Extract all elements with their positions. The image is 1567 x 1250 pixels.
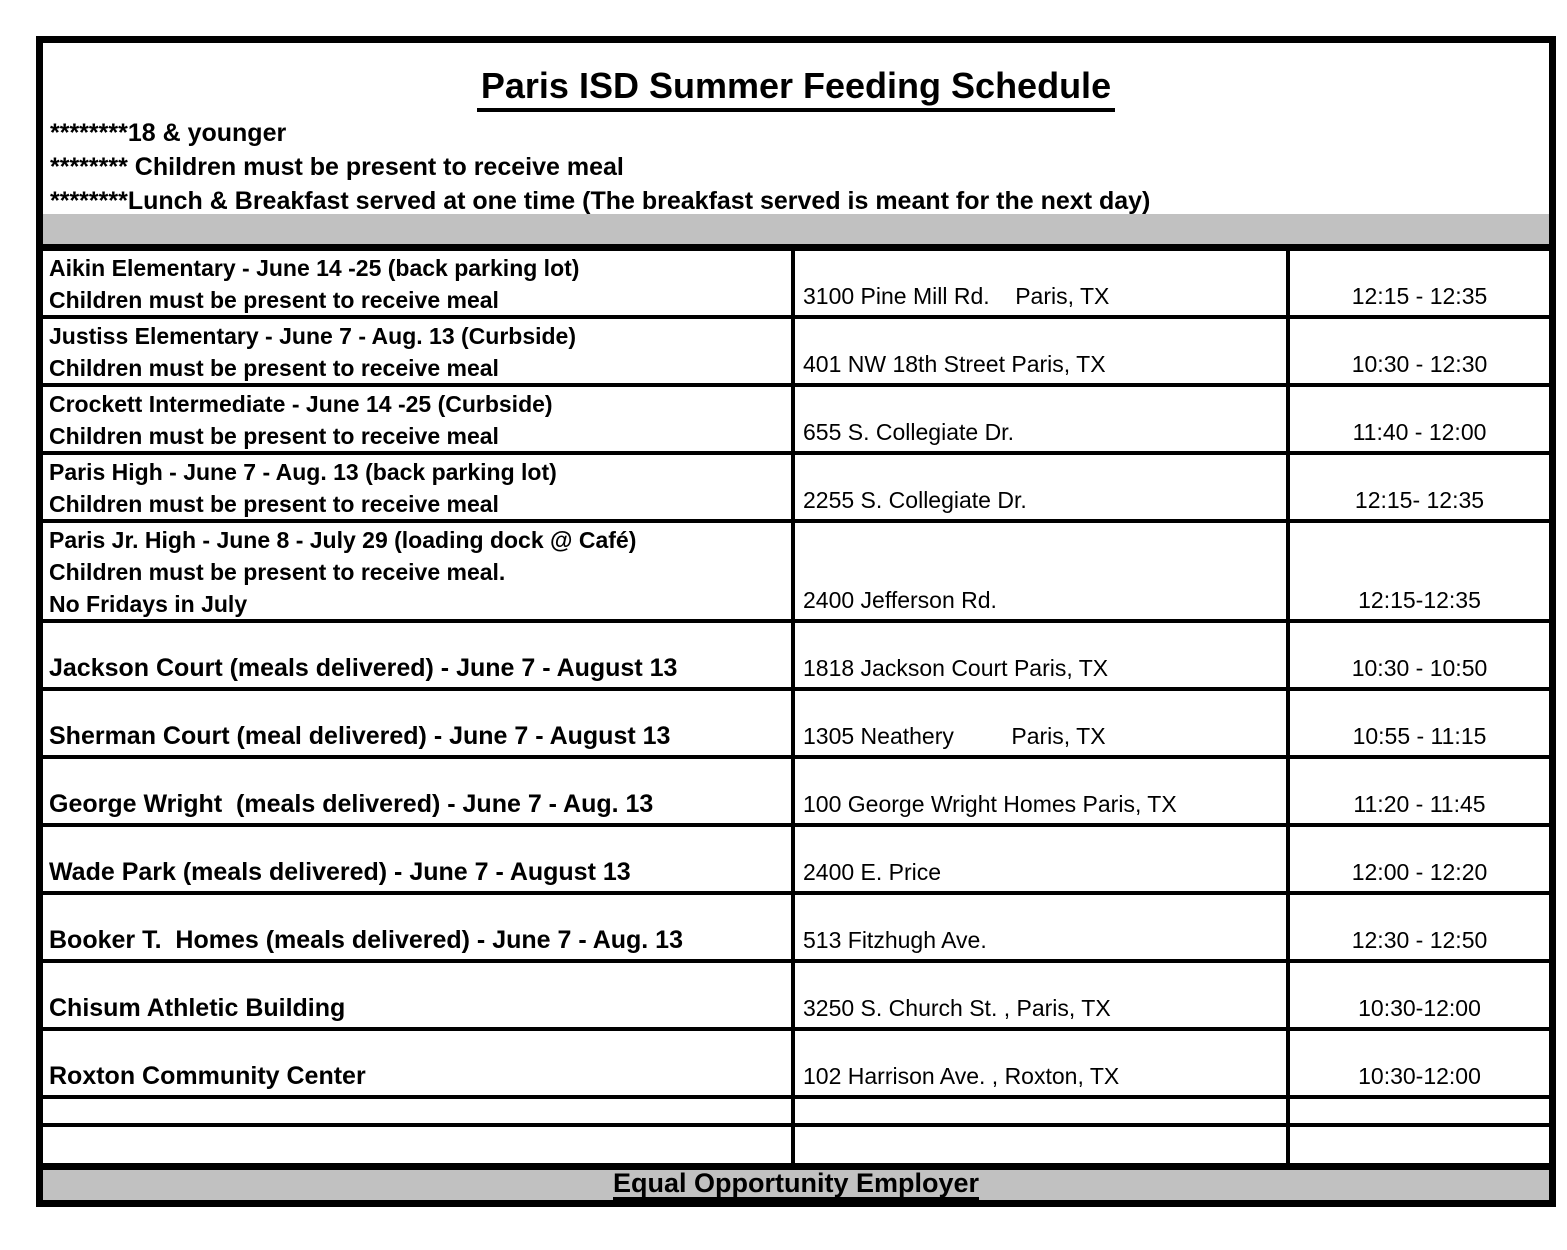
time-cell [1290, 1099, 1549, 1127]
time-cell: 10:30 - 12:30 [1290, 319, 1549, 387]
site-cell [43, 1099, 795, 1127]
address-cell [795, 1127, 1290, 1163]
site-line: Paris High - June 7 - Aug. 13 (back parking lot) [49, 459, 557, 485]
note-line: ********Lunch & Breakfast served at one time (The breakfast served is meant for the next day) [50, 187, 1151, 214]
site-line: Roxton Community Center [49, 1062, 366, 1090]
time-cell: 12:15 - 12:35 [1290, 251, 1549, 319]
time-cell: 10:30-12:00 [1290, 963, 1549, 1031]
site-cell [43, 523, 795, 623]
site-line: Children must be present to receive meal [49, 355, 499, 381]
schedule-table [43, 251, 1549, 1163]
address-cell: 513 Fitzhugh Ave. [795, 895, 1290, 963]
time-cell: 10:30 - 10:50 [1290, 623, 1549, 691]
site-line: Justiss Elementary - June 7 - Aug. 13 (Curbside) [49, 323, 577, 349]
site-cell [43, 1127, 795, 1163]
page-title [43, 65, 1549, 112]
top-divider-band [43, 214, 1549, 251]
address-cell: 2400 Jefferson Rd. [795, 523, 1290, 623]
site-line: Children must be present to receive meal [49, 491, 499, 517]
note-line: ********18 & younger [50, 119, 287, 147]
time-cell: 12:15-12:35 [1290, 523, 1549, 623]
site-cell [43, 623, 795, 691]
site-line: Children must be present to receive meal [49, 423, 499, 449]
time-cell: 10:55 - 11:15 [1290, 691, 1549, 759]
address-cell: 2400 E. Price [795, 827, 1290, 895]
address-cell: 100 George Wright Homes Paris, TX [795, 759, 1290, 827]
site-cell [43, 963, 795, 1031]
site-cell [43, 691, 795, 759]
site-cell [43, 251, 795, 319]
footer-text: Equal Opportunity Employer [612, 1168, 980, 1198]
notes-block [43, 116, 1549, 214]
address-cell: 401 NW 18th Street Paris, TX [795, 319, 1290, 387]
time-cell [1290, 1127, 1549, 1163]
site-cell [43, 895, 795, 963]
time-cell: 12:15- 12:35 [1290, 455, 1549, 523]
address-cell: 1818 Jackson Court Paris, TX [795, 623, 1290, 691]
page-title-text: Paris ISD Summer Feeding Schedule [477, 65, 1115, 112]
time-cell: 12:30 - 12:50 [1290, 895, 1549, 963]
site-line: Sherman Court (meal delivered) - June 7 - August 13 [49, 722, 671, 750]
time-cell: 11:40 - 12:00 [1290, 387, 1549, 455]
document-page [36, 36, 1556, 1207]
address-cell: 3100 Pine Mill Rd. Paris, TX [795, 251, 1290, 319]
header-block [43, 43, 1549, 214]
site-line: George Wright (meals delivered) - June 7 - Aug. 13 [49, 790, 654, 818]
site-line: Booker T. Homes (meals delivered) - June 7 - Aug. 13 [49, 926, 683, 954]
time-cell: 12:00 - 12:20 [1290, 827, 1549, 895]
site-cell [43, 319, 795, 387]
address-cell: 3250 S. Church St. , Paris, TX [795, 963, 1290, 1031]
site-line: Paris Jr. High - June 8 - July 29 (loading dock @ Café) [49, 527, 637, 553]
time-cell: 11:20 - 11:45 [1290, 759, 1549, 827]
site-line: Children must be present to receive meal [49, 287, 499, 313]
site-line: No Fridays in July [49, 591, 248, 617]
time-cell: 10:30-12:00 [1290, 1031, 1549, 1099]
footer-band [43, 1163, 1549, 1200]
site-line: Jackson Court (meals delivered) - June 7 - August 13 [49, 654, 678, 682]
address-cell: 102 Harrison Ave. , Roxton, TX [795, 1031, 1290, 1099]
site-line: Chisum Athletic Building [49, 994, 346, 1022]
site-cell [43, 455, 795, 523]
note-line: ******** Children must be present to receive meal [50, 153, 624, 181]
site-line: Wade Park (meals delivered) - June 7 - August 13 [49, 858, 631, 886]
site-line: Crockett Intermediate - June 14 -25 (Curbside) [49, 391, 553, 417]
site-line: Children must be present to receive meal. [49, 559, 506, 585]
site-cell [43, 759, 795, 827]
address-cell [795, 1099, 1290, 1127]
site-cell [43, 1031, 795, 1099]
site-cell [43, 827, 795, 895]
address-cell: 2255 S. Collegiate Dr. [795, 455, 1290, 523]
address-cell: 655 S. Collegiate Dr. [795, 387, 1290, 455]
address-cell: 1305 Neathery Paris, TX [795, 691, 1290, 759]
site-line: Aikin Elementary - June 14 -25 (back parking lot) [49, 255, 580, 281]
site-cell [43, 387, 795, 455]
